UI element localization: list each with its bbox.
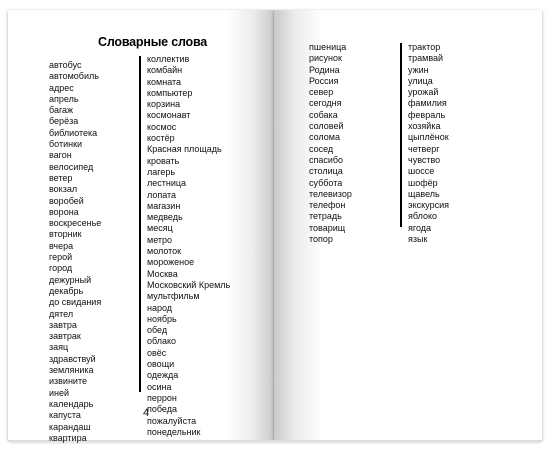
word-item: декабрь [49, 285, 84, 296]
word-item: тетрадь [309, 211, 342, 222]
word-item: костёр [147, 133, 175, 144]
word-item: север [309, 87, 334, 98]
word-item: капуста [49, 410, 81, 421]
word-item: язык [408, 234, 428, 245]
word-item: воробей [49, 195, 84, 206]
word-item: фамилия [408, 98, 447, 109]
word-item: товарищ [309, 222, 346, 233]
word-item: календарь [49, 398, 94, 409]
word-item: хозяйка [408, 121, 441, 132]
word-item: урожай [408, 87, 439, 98]
column-divider [400, 43, 402, 227]
word-item: ноябрь [147, 313, 177, 324]
word-item: кровать [147, 155, 180, 166]
word-item: ботинки [49, 139, 83, 150]
word-column-2 [147, 54, 230, 438]
word-item: пшеница [309, 42, 347, 52]
word-item: пожалуйста [147, 415, 197, 426]
word-item: ворона [49, 206, 79, 217]
word-column-3 [309, 42, 352, 245]
word-item: космонавт [147, 110, 191, 121]
word-item: мультфильм [147, 291, 200, 302]
column-divider [139, 56, 141, 392]
word-item: месяц [147, 223, 173, 234]
word-item: соловей [309, 121, 344, 132]
word-item: метро [147, 234, 173, 245]
word-item: Москва [147, 268, 178, 279]
word-item: топор [309, 234, 333, 245]
word-item: земляника [49, 365, 94, 376]
word-item: телефон [309, 200, 346, 211]
word-item: город [49, 263, 73, 274]
word-item: вчера [49, 240, 74, 251]
word-item: обед [147, 325, 168, 336]
word-item: заяц [49, 342, 69, 353]
word-item: Московский Кремль [147, 279, 231, 290]
word-item: суббота [309, 177, 343, 188]
word-item: Красная площадь [147, 144, 222, 155]
word-item: улица [408, 75, 433, 86]
word-item: комната [147, 76, 182, 87]
word-item: адрес [49, 82, 74, 93]
word-item: ветер [49, 172, 73, 183]
word-item: рисунок [309, 53, 342, 64]
word-item: воскресенье [49, 218, 102, 229]
word-item: вагон [49, 150, 72, 161]
word-item: овёс [147, 347, 167, 358]
page-title: Словарные слова [98, 35, 208, 49]
word-item: берёза [49, 116, 79, 127]
word-item: вторник [49, 229, 82, 240]
word-item: космос [147, 121, 177, 132]
word-item: февраль [408, 109, 446, 120]
word-column-1 [49, 60, 101, 444]
word-item: экскурсия [408, 200, 449, 211]
word-item: народ [147, 302, 173, 313]
word-item: квартира [49, 432, 87, 443]
word-item: до свидания [49, 297, 102, 308]
word-item: автобус [49, 60, 82, 70]
word-item: завтра [49, 319, 77, 330]
left-page [8, 10, 274, 440]
word-item: спасибо [309, 154, 344, 165]
word-item: корзина [147, 99, 181, 110]
word-item: перрон [147, 392, 177, 403]
word-item: собака [309, 109, 338, 120]
word-item: сосед [309, 143, 334, 154]
word-item: мороженое [147, 257, 195, 268]
word-item: иней [49, 387, 70, 398]
word-item: щавель [408, 188, 440, 199]
word-item: извините [49, 376, 87, 387]
word-item: вокзал [49, 184, 78, 195]
word-item: облако [147, 336, 177, 347]
word-item: трамвай [408, 53, 444, 64]
word-item: багаж [49, 105, 74, 116]
word-item: Родина [309, 64, 340, 75]
word-item: одежда [147, 370, 179, 381]
word-item: дежурный [49, 274, 92, 285]
word-item: яблоко [408, 211, 438, 222]
word-item: понедельник [147, 426, 201, 437]
word-item: шоссе [408, 166, 435, 177]
word-item: завтрак [49, 331, 81, 342]
word-item: ягода [408, 222, 432, 233]
word-item: молоток [147, 246, 182, 257]
word-item: победа [147, 404, 177, 415]
word-item: овощи [147, 359, 175, 370]
word-item: шофёр [408, 177, 438, 188]
word-item: медведь [147, 212, 183, 223]
word-item: столица [309, 166, 343, 177]
word-item: осина [147, 381, 172, 392]
word-item: лопата [147, 189, 177, 200]
word-item: карандаш [49, 421, 91, 432]
word-item: цыплёнок [408, 132, 449, 143]
word-item: ужин [408, 64, 429, 75]
word-item: здравствуй [49, 353, 96, 364]
word-item: герой [49, 252, 73, 263]
word-item: велосипед [49, 161, 94, 172]
word-item: четверг [408, 143, 440, 154]
word-item: солома [309, 132, 340, 143]
word-item: библиотека [49, 127, 98, 138]
word-item: автомобиль [49, 71, 99, 82]
word-column-4 [408, 42, 449, 245]
word-item: чувство [408, 154, 441, 165]
word-item: апрель [49, 93, 79, 104]
page-number: 4 [143, 407, 150, 419]
word-item: магазин [147, 200, 181, 211]
word-item: коллектив [147, 54, 190, 64]
word-item: компьютер [147, 87, 193, 98]
word-item: лестница [147, 178, 187, 189]
word-item: трактор [408, 42, 441, 52]
word-item: сегодня [309, 98, 342, 109]
word-item: лагерь [147, 166, 176, 177]
word-item: комбайн [147, 65, 183, 76]
word-item: Россия [309, 75, 339, 86]
word-item: телевизор [309, 188, 352, 199]
word-item: дятел [49, 308, 74, 319]
